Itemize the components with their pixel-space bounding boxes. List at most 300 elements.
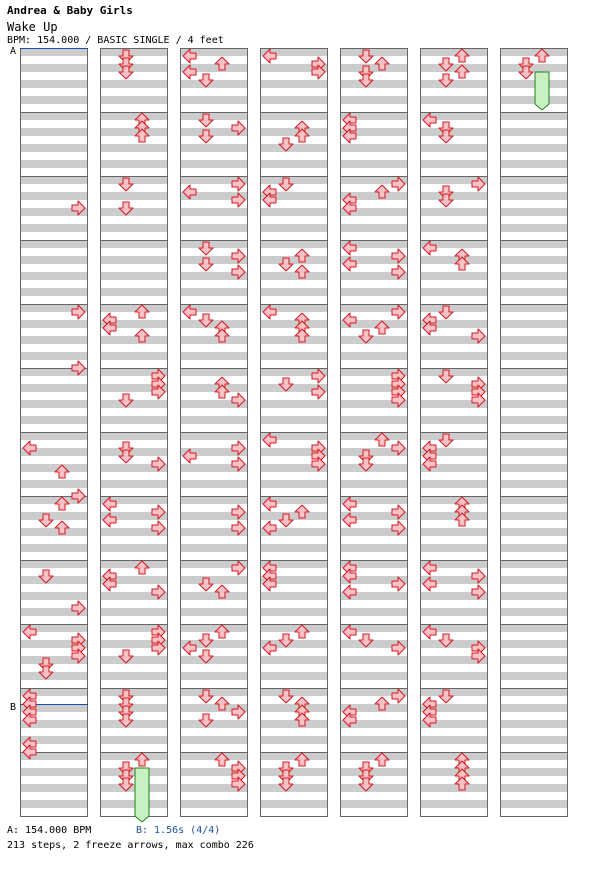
stripe — [100, 784, 168, 792]
stripe — [20, 352, 88, 360]
stripe — [20, 584, 88, 592]
stripe — [420, 152, 488, 160]
stripe — [420, 136, 488, 144]
stripe — [420, 608, 488, 616]
stripe — [100, 48, 168, 56]
chart-stats: 213 steps, 2 freeze arrows, max combo 226 — [7, 840, 254, 851]
stripe — [260, 272, 328, 280]
stripe — [340, 760, 408, 768]
stripe — [100, 536, 168, 544]
stripe — [260, 152, 328, 160]
stripe — [420, 424, 488, 432]
stripe — [500, 624, 568, 632]
stripe — [420, 72, 488, 80]
stripe — [20, 456, 88, 464]
stripe — [100, 760, 168, 768]
stripe — [500, 520, 568, 528]
stripe — [340, 360, 408, 368]
stripe — [420, 480, 488, 488]
stripe — [340, 288, 408, 296]
stripe — [100, 352, 168, 360]
bpm-footer: A: 154.000 BPM — [7, 825, 92, 836]
stripe — [180, 600, 248, 608]
stripe — [100, 200, 168, 208]
stripe — [100, 192, 168, 200]
stripe — [500, 352, 568, 360]
stripe — [420, 432, 488, 440]
stripe — [100, 424, 168, 432]
stripe — [500, 112, 568, 120]
stripe — [180, 112, 248, 120]
stripe — [340, 216, 408, 224]
stripe — [180, 664, 248, 672]
stripe — [20, 504, 88, 512]
stripe — [100, 480, 168, 488]
stripe — [420, 488, 488, 496]
stripe — [100, 240, 168, 248]
stripe — [100, 704, 168, 712]
stripe — [20, 592, 88, 600]
stripe — [20, 88, 88, 96]
stripe — [500, 592, 568, 600]
stripe — [420, 784, 488, 792]
stripe — [20, 168, 88, 176]
stripe — [260, 264, 328, 272]
stripe — [500, 728, 568, 736]
stop-footer: B: 1.56s (4/4) — [136, 825, 221, 836]
stripe — [420, 128, 488, 136]
stripe — [420, 216, 488, 224]
stripe — [100, 208, 168, 216]
stripe — [420, 752, 488, 760]
stripe — [500, 488, 568, 496]
stripe — [340, 736, 408, 744]
stripe — [20, 160, 88, 168]
stripe — [100, 672, 168, 680]
stripe — [340, 232, 408, 240]
stripe — [340, 664, 408, 672]
stripe — [500, 720, 568, 728]
stripe — [500, 512, 568, 520]
stripe — [260, 256, 328, 264]
stripe — [260, 744, 328, 752]
stripe — [500, 128, 568, 136]
stripe — [500, 752, 568, 760]
stripe — [420, 472, 488, 480]
stripe — [500, 144, 568, 152]
stripe — [100, 608, 168, 616]
stripe — [260, 600, 328, 608]
stripe — [100, 448, 168, 456]
stripe — [180, 624, 248, 632]
stripe — [500, 200, 568, 208]
stripe — [500, 224, 568, 232]
stripe — [20, 128, 88, 136]
stripe — [500, 552, 568, 560]
stripe — [500, 208, 568, 216]
stripe — [20, 784, 88, 792]
stripe — [100, 232, 168, 240]
stripe — [340, 160, 408, 168]
stripe — [100, 488, 168, 496]
stripe — [100, 440, 168, 448]
stripe — [260, 320, 328, 328]
stripe — [340, 672, 408, 680]
stripe — [100, 80, 168, 88]
stripe — [420, 80, 488, 88]
stripe — [500, 368, 568, 376]
stripe — [20, 672, 88, 680]
stripe — [500, 480, 568, 488]
stripe — [260, 408, 328, 416]
stripe — [180, 696, 248, 704]
stripe — [20, 120, 88, 128]
stripe — [20, 408, 88, 416]
stripe — [100, 128, 168, 136]
stripe — [500, 680, 568, 688]
stripe — [340, 552, 408, 560]
chart-info: BPM: 154.000 / BASIC SINGLE / 4 feet — [7, 35, 224, 46]
stripe — [180, 288, 248, 296]
stripe — [20, 544, 88, 552]
song-artist: Andrea & Baby Girls — [7, 4, 133, 17]
stripe — [260, 512, 328, 520]
stripe — [500, 808, 568, 816]
stripe — [340, 752, 408, 760]
stripe — [420, 760, 488, 768]
stripe — [500, 72, 568, 80]
stripe — [180, 280, 248, 288]
stripe — [260, 624, 328, 632]
stripe — [20, 384, 88, 392]
stripe — [340, 336, 408, 344]
stripe — [100, 72, 168, 80]
stripe — [100, 344, 168, 352]
stripe — [260, 536, 328, 544]
stripe — [500, 424, 568, 432]
stripe — [500, 88, 568, 96]
stripe — [500, 776, 568, 784]
stripe — [20, 776, 88, 784]
stripe — [20, 112, 88, 120]
stripe — [420, 288, 488, 296]
stripe — [20, 480, 88, 488]
stripe — [20, 568, 88, 576]
stripe — [420, 744, 488, 752]
stripe — [500, 176, 568, 184]
song-title: Wake Up — [7, 20, 58, 34]
stripe — [260, 424, 328, 432]
stripe — [340, 744, 408, 752]
stripe — [500, 264, 568, 272]
stripe — [100, 88, 168, 96]
stripe — [20, 800, 88, 808]
stripe — [500, 400, 568, 408]
stripe — [420, 728, 488, 736]
stripe — [260, 96, 328, 104]
stripe — [420, 96, 488, 104]
stripe — [180, 488, 248, 496]
stripe — [260, 336, 328, 344]
stripe — [340, 88, 408, 96]
stripe — [500, 104, 568, 112]
stripe — [420, 808, 488, 816]
stripe — [260, 792, 328, 800]
stripe — [500, 280, 568, 288]
stripe — [180, 728, 248, 736]
stripe — [100, 336, 168, 344]
stripe — [180, 88, 248, 96]
stripe — [100, 712, 168, 720]
stripe — [100, 472, 168, 480]
stripe — [100, 144, 168, 152]
stripe — [500, 384, 568, 392]
stripe — [260, 208, 328, 216]
stripe — [340, 776, 408, 784]
stripe — [340, 680, 408, 688]
stripe — [260, 728, 328, 736]
stripe — [340, 72, 408, 80]
stripe — [180, 144, 248, 152]
stripe — [420, 352, 488, 360]
stripe — [180, 584, 248, 592]
stripe — [20, 176, 88, 184]
stripe — [20, 72, 88, 80]
stripe — [500, 160, 568, 168]
stripe — [180, 552, 248, 560]
stripe — [20, 416, 88, 424]
stripe — [260, 344, 328, 352]
stripe — [500, 256, 568, 264]
stripe — [260, 704, 328, 712]
stripe — [500, 240, 568, 248]
stripe — [420, 344, 488, 352]
stripe — [420, 496, 488, 504]
stripe — [340, 64, 408, 72]
stripe — [100, 696, 168, 704]
stripe — [500, 136, 568, 144]
stripe — [500, 504, 568, 512]
stripe — [340, 408, 408, 416]
stripe — [260, 328, 328, 336]
stripe — [180, 424, 248, 432]
stripe — [420, 600, 488, 608]
stripe — [260, 288, 328, 296]
stripe — [20, 792, 88, 800]
stripe — [100, 792, 168, 800]
stripe — [180, 536, 248, 544]
stripe — [20, 56, 88, 64]
stripe — [500, 392, 568, 400]
stripe — [20, 272, 88, 280]
stripe — [180, 656, 248, 664]
stripe — [340, 224, 408, 232]
stripe — [100, 616, 168, 624]
stripe — [180, 168, 248, 176]
stripe — [500, 336, 568, 344]
stripe — [420, 616, 488, 624]
stripe — [420, 544, 488, 552]
stripe — [100, 720, 168, 728]
stripe — [100, 136, 168, 144]
stripe — [340, 600, 408, 608]
stripe — [180, 216, 248, 224]
stripe — [260, 224, 328, 232]
stripe — [420, 408, 488, 416]
stripe — [500, 96, 568, 104]
stripe — [340, 352, 408, 360]
stripe — [100, 280, 168, 288]
stripe — [180, 592, 248, 600]
stripe — [100, 432, 168, 440]
stripe — [100, 408, 168, 416]
stripe — [260, 672, 328, 680]
stripe — [180, 232, 248, 240]
stripe — [20, 552, 88, 560]
stripe — [260, 656, 328, 664]
stripe — [340, 728, 408, 736]
stripe — [180, 632, 248, 640]
stripe — [20, 96, 88, 104]
stripe — [180, 320, 248, 328]
stripe — [260, 176, 328, 184]
stripe — [100, 744, 168, 752]
stripe — [500, 272, 568, 280]
stripe — [20, 576, 88, 584]
stripe — [100, 752, 168, 760]
stripe — [260, 736, 328, 744]
stripe — [100, 248, 168, 256]
stripe — [100, 544, 168, 552]
stripe — [20, 264, 88, 272]
stripe — [180, 328, 248, 336]
stripe — [20, 512, 88, 520]
stripe — [340, 792, 408, 800]
stripe — [500, 496, 568, 504]
stripe — [260, 752, 328, 760]
stripe — [420, 520, 488, 528]
stripe — [100, 184, 168, 192]
stripe — [260, 760, 328, 768]
section-marker-label: B — [10, 702, 17, 713]
stripe — [260, 480, 328, 488]
stripe — [420, 512, 488, 520]
stripe — [260, 248, 328, 256]
stripe — [20, 424, 88, 432]
stripe — [340, 784, 408, 792]
stripe — [340, 144, 408, 152]
stripe — [180, 480, 248, 488]
stripe — [20, 336, 88, 344]
freeze-arrow — [535, 72, 549, 110]
stripe — [500, 48, 568, 56]
stripe — [500, 800, 568, 808]
stripe — [420, 296, 488, 304]
stripe — [420, 200, 488, 208]
stripe — [100, 728, 168, 736]
stripe — [180, 360, 248, 368]
stripe — [100, 560, 168, 568]
stripe — [500, 584, 568, 592]
stripe — [420, 48, 488, 56]
stripe — [20, 224, 88, 232]
stripe — [180, 240, 248, 248]
stripe — [420, 192, 488, 200]
stripe — [100, 304, 168, 312]
stripe — [20, 392, 88, 400]
stripe — [100, 656, 168, 664]
stripe — [500, 288, 568, 296]
stripe — [500, 544, 568, 552]
stripe — [100, 224, 168, 232]
stripe — [260, 296, 328, 304]
stripe — [500, 344, 568, 352]
stripe — [500, 568, 568, 576]
stripe — [100, 688, 168, 696]
stripe — [260, 680, 328, 688]
stripe — [180, 408, 248, 416]
stripe — [180, 808, 248, 816]
stripe — [500, 216, 568, 224]
stripe — [340, 104, 408, 112]
stripe — [340, 344, 408, 352]
stripe — [180, 616, 248, 624]
stripe — [180, 792, 248, 800]
stripe — [20, 64, 88, 72]
stripe — [20, 320, 88, 328]
stripe — [500, 448, 568, 456]
stripe — [180, 744, 248, 752]
stripe — [340, 48, 408, 56]
stripe — [100, 160, 168, 168]
stripe — [420, 280, 488, 288]
stripe — [260, 216, 328, 224]
stripe — [180, 800, 248, 808]
stripe — [420, 64, 488, 72]
stripe — [20, 728, 88, 736]
stripe — [180, 544, 248, 552]
stripe — [420, 504, 488, 512]
stripe — [340, 456, 408, 464]
stripe — [180, 496, 248, 504]
stripe — [20, 104, 88, 112]
stripe — [500, 328, 568, 336]
stripe — [340, 768, 408, 776]
stripe — [500, 360, 568, 368]
stripe — [100, 64, 168, 72]
stripe — [420, 416, 488, 424]
stripe — [20, 80, 88, 88]
stripe — [500, 712, 568, 720]
stripe — [420, 800, 488, 808]
stripe — [500, 120, 568, 128]
stripe — [260, 696, 328, 704]
stripe — [340, 536, 408, 544]
stripe — [100, 216, 168, 224]
stripe — [260, 664, 328, 672]
stripe — [420, 688, 488, 696]
stripe — [420, 264, 488, 272]
stripe — [100, 800, 168, 808]
stripe — [180, 736, 248, 744]
stripe — [100, 296, 168, 304]
stripe — [20, 616, 88, 624]
stripe — [500, 688, 568, 696]
stripe — [100, 416, 168, 424]
stripe — [260, 144, 328, 152]
stripe — [500, 248, 568, 256]
stripe — [420, 776, 488, 784]
